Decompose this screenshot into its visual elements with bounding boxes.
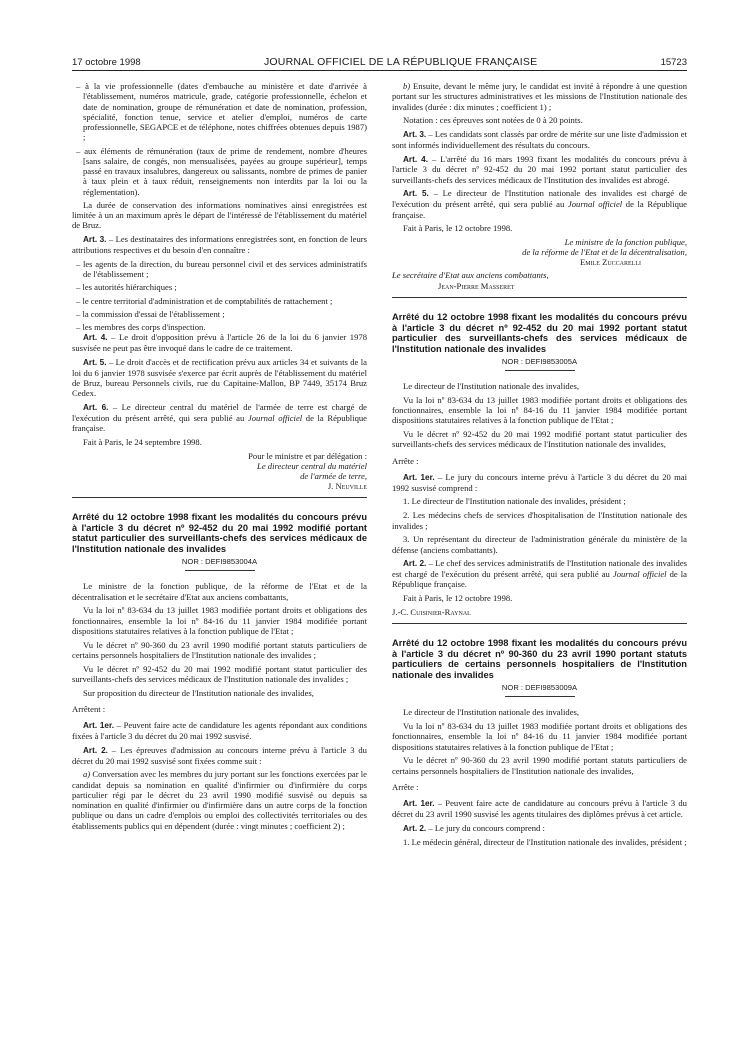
article-label: Art. 4. bbox=[403, 154, 428, 164]
article-2 bbox=[392, 823, 687, 834]
article-5 bbox=[72, 357, 367, 399]
article-label: Art. 3. bbox=[403, 130, 427, 140]
journal-reference: Journal officiel bbox=[247, 412, 303, 423]
paragraph: Sur proposition du directeur de l'Institution nationale des invalides, bbox=[83, 687, 314, 698]
list-item: 1. Le directeur de l'Institution nationale des invalides, président ; bbox=[403, 496, 626, 507]
journal-title: JOURNAL OFFICIEL DE LA RÉPUBLIQUE FRANÇAISE bbox=[263, 56, 538, 68]
nor-text: NOR : DEFI9853005A bbox=[501, 357, 578, 366]
list-item: – les agents de la direction, du bureau personnel civil et des services administratifs de l'établissement ; bbox=[76, 258, 367, 280]
list-item: 3. Un représentant du directeur de l'administration générale du ministère de la défense (anciens combattants). bbox=[392, 534, 687, 555]
two-columns bbox=[72, 81, 687, 851]
article-4 bbox=[392, 154, 687, 185]
decree-title: Arrêté du 12 octobre 1998 fixant les modalités du concours prévu à l'article 3 du décret nº 92-452 du 20 mai 1992 portant statut particulier des surveillants-chefs des services médicaux de l'Institution nationale des invalides bbox=[392, 312, 687, 354]
article-text: – L'arrêté du 16 mars 1993 fixant les modalités du concours prévu à l'article 3 du décret nº 92-452 du 20 mai 1992 portant statut particulier des surveillants-chefs des services médicaux de l'Institution des invalides est abrogé. bbox=[392, 153, 687, 185]
page-header bbox=[72, 48, 687, 71]
article-label: Art. 6. bbox=[83, 403, 109, 413]
article-2 bbox=[392, 558, 687, 589]
article-text: – Le jury du concours comprend : bbox=[426, 822, 545, 833]
nor-reference bbox=[72, 557, 367, 571]
decree-title: Arrêté du 12 octobre 1998 fixant les modalités du concours prévu à l'article 3 du décret nº 90-360 du 23 avril 1990 portant statuts particuliers de certains personnels hospitaliers de l'Institution nationale des invalides bbox=[392, 638, 687, 680]
nor-reference bbox=[392, 357, 687, 371]
article-text: de la République française. bbox=[72, 412, 367, 434]
signature-line: Pour le ministre et par délégation : bbox=[248, 450, 367, 461]
paragraph: Le ministre de la fonction publique, de la réforme de l'Etat et de la décentralisation et le secrétaire d'Etat aux anciens combattants, bbox=[72, 581, 367, 602]
section-divider bbox=[392, 297, 687, 298]
article-label: Art. 1er. bbox=[403, 799, 435, 809]
article-text: – Les candidats sont classés par ordre de mérite sur une liste d'admission et sont informés individuellement des résultats du concours. bbox=[392, 129, 687, 150]
list-item: – la commission d'essai de l'établissement ; bbox=[76, 308, 225, 319]
article-label: Art. 2. bbox=[83, 745, 108, 755]
article-2 bbox=[72, 745, 367, 766]
article-text: – Les destinataires des informations enregistrées sont, en fonction de leurs attributions respectives et du besoin d'en connaître : bbox=[72, 234, 367, 256]
paragraph: Le directeur de l'Institution nationale des invalides, bbox=[403, 381, 579, 392]
article-label: Art. 5. bbox=[83, 357, 107, 367]
list-item: – le centre territorial d'administration et de comptabilités de rattachement ; bbox=[76, 295, 333, 306]
paragraph: Vu le décret nº 90-360 du 23 avril 1990 modifié portant statuts particuliers de certains personnels hospitaliers de l'Institution nationale des invalides ; bbox=[72, 639, 367, 660]
paragraph: Vu le décret nº 92-452 du 20 mai 1992 modifié portant statut particulier des surveillants-chefs des services médicaux de l'Institution nationale des invalides, bbox=[392, 429, 687, 450]
article-6 bbox=[72, 402, 367, 433]
list-item: – à la vie professionnelle (dates d'embauche au ministère et date d'arrivée à l'établissement, numéros matricule, grade, catégorie professionnelle, échelon et date de nomination, groupe de rémunération et date de nomination, profession, spécialité, fonction tenue, service et atelier d'emploi, numéros de carte professionnelle, SEGAPCE et de téléphone, notes chiffrées obtenues depuis 1987) ; bbox=[76, 81, 367, 143]
article-5 bbox=[392, 188, 687, 219]
journal-page bbox=[0, 48, 731, 1038]
article-text: Conversation avec les membres du jury portant sur les fonctions exercées par le candidat depuis sa nomination en qualité d'infirmier ou d'infirmière du corps particulier régi par le décret du 23 avril 1990 modifié susvisé ou depuis sa nomination en qualité d'infirmier ou d'infirmière dans un autre corps de la fonction publique ou dans un cadre d'emplois ou emploi des collectivités territoriales ou des établissements publics qui en dépendent (durée : vingt minutes ; coefficient 2) ; bbox=[72, 769, 367, 831]
signature-line: Le secrétaire d'Etat aux anciens combattants, bbox=[392, 270, 549, 281]
article-label: Art. 1er. bbox=[403, 472, 435, 482]
article-text: – Les épreuves d'admission au concours interne prévu à l'article 3 du décret du 20 mai 1992 susvisé sont fixées comme suit : bbox=[72, 744, 367, 766]
article-text: de la République française. bbox=[392, 199, 687, 220]
article-label: Art. 3. bbox=[83, 235, 107, 245]
article-label: Art. 2. bbox=[403, 823, 427, 833]
signatory-name: J.-C. Cuisinier-Raynal bbox=[392, 606, 471, 617]
article-label: Art. 1er. bbox=[83, 721, 114, 731]
paragraph bbox=[392, 81, 687, 112]
list-item: – les autorités hiérarchiques ; bbox=[76, 282, 177, 293]
list-item: – les membres des corps d'inspection. bbox=[76, 322, 206, 333]
article-text: – Peuvent faire acte de candidature les agents répondant aux conditions fixées à l'article 3 du décret du 20 mai 1992 susvisé. bbox=[72, 720, 367, 741]
paragraph: Vu la loi nº 83-634 du 13 juillet 1983 modifiée portant droits et obligations des fonctionnaires, ensemble la loi nº 84-16 du 11 janvier 1984 modifiée portant dispositions statutaires relatives à la fonction publique de l'Etat ; bbox=[392, 721, 687, 752]
signature-line: Le ministre de la fonction publique, bbox=[564, 237, 687, 248]
nor-divider bbox=[185, 570, 255, 571]
done-at: Fait à Paris, le 24 septembre 1998. bbox=[83, 436, 202, 447]
signatory-name: J. Neuville bbox=[327, 481, 367, 492]
section-divider bbox=[72, 497, 367, 498]
article-text: – Le directeur de l'Institution nationale des invalides est chargé de l'exécution du présent arrêté, qui sera publié au bbox=[392, 188, 687, 210]
done-at: Fait à Paris, le 12 octobre 1998. bbox=[403, 593, 513, 604]
article-text: – Le droit d'opposition prévu à l'article 26 de la loi du 6 janvier 1978 susvisée ne peut pas être invoqué dans le cadre de ce traitement. bbox=[72, 332, 367, 354]
paragraph: Vu la loi nº 83-634 du 13 juillet 1983 modifiée portant droits et obligations des fonctionnaires, ensemble la loi nº 84-16 du 11 janvier 1984 modifiée portant dispositions statutaires relatives à la fonction publique de l'Etat ; bbox=[72, 605, 367, 636]
recipients-list bbox=[72, 259, 367, 333]
signatory-name: Emile Zuccarelli bbox=[580, 257, 641, 268]
nor-text: NOR : DEFI9853009A bbox=[501, 683, 578, 693]
list-item: 2. Les médecins chefs de services d'hospitalisation de l'Institution nationale des invalides ; bbox=[392, 510, 687, 531]
signature-block bbox=[72, 451, 367, 492]
article-text: – Le droit d'accès et de rectification prévu aux articles 34 et suivants de la loi du 6 janvier 1978 susvisée s'exerce par écrit auprès de l'établissement du matériel de Bruz, bureau Personnels civils, rue du Capitaine-Mallon, BP 7449, 35174 Bruz Cedex. bbox=[72, 356, 367, 399]
paragraph: Vu la loi nº 83-634 du 13 juillet 1983 modifiée portant droits et obligations des fonctionnaires, ensemble la loi nº 84-16 du 11 janvier 1984 modifiée portant dispositions statutaires relatives à la fonction publique de l'Etat ; bbox=[392, 394, 687, 426]
decree-formula: Arrête : bbox=[392, 781, 419, 792]
nor-divider bbox=[505, 696, 575, 697]
signatory-name: Jean-Pierre Masseret bbox=[438, 280, 515, 291]
article-text: – Peuvent faire acte de candidature au concours prévu à l'article 3 du décret du 23 avril 1990 susvisé les agents titulaires des diplômes prévus à cet article. bbox=[392, 798, 687, 819]
nor-reference bbox=[392, 683, 687, 697]
signature-block bbox=[392, 237, 687, 267]
journal-reference: Journal officiel bbox=[567, 199, 623, 210]
section-divider bbox=[392, 623, 687, 624]
article-text: de la République française. bbox=[392, 569, 687, 590]
paragraph: Notation : ces épreuves sont notées de 0 à 20 points. bbox=[403, 115, 583, 126]
list-item: – aux éléments de rémunération (taux de prime de rendement, nombre d'heures [sans salaire, de congés, non mensualisées, payées au groupe supérieur], temps passé en travaux insalubres, dangereux ou salissants, nombre de primes de panier à taux plein et à taux réduit, renseignements non interdits par la loi ou la réglementation). bbox=[76, 145, 367, 197]
header-date: 17 octobre 1998 bbox=[72, 57, 141, 68]
item-letter: b) bbox=[403, 81, 411, 91]
list-item: 1. Le médecin général, directeur de l'Institution nationale des invalides, président ; bbox=[403, 836, 687, 847]
journal-reference: Journal officiel bbox=[612, 569, 667, 580]
decree-formula: Arrêtent : bbox=[72, 703, 106, 714]
signature-block bbox=[392, 270, 687, 291]
article-3 bbox=[72, 234, 367, 255]
done-at: Fait à Paris, le 12 octobre 1998. bbox=[403, 223, 513, 234]
article-label: Art. 5. bbox=[403, 189, 429, 199]
signature-line: Le directeur central du matériel bbox=[257, 460, 367, 471]
paragraph: Vu le décret nº 90-360 du 23 avril 1990 modifié portant statuts particuliers de certains personnels hospitaliers de l'Institution nationale des invalides, bbox=[392, 755, 687, 776]
paragraph: La durée de conservation des informations nominatives ainsi enregistrées est limitée à un an maximum après le départ de l'intéressé de l'établissement du matériel de Bruz. bbox=[72, 199, 367, 231]
article-label: Art. 4. bbox=[83, 333, 108, 343]
article-1 bbox=[392, 798, 687, 819]
article-1 bbox=[392, 472, 687, 493]
article-text: Ensuite, devant le même jury, le candidat est invité à répondre à une question portant sur les structures administratives et les missions de l'Institution nationale des invalides (durée : dix minutes ; coefficient 1) ; bbox=[392, 81, 687, 112]
right-column bbox=[392, 81, 687, 851]
item-letter: a) bbox=[83, 769, 91, 780]
decree-formula: Arrête : bbox=[392, 455, 419, 466]
article-4 bbox=[72, 332, 367, 353]
article-text: – Le chef des services administratifs de l'Institution nationale des invalides est chargé de l'exécution du présent arrêté, qui sera publié au bbox=[392, 558, 687, 580]
article-text: – Le directeur central du matériel de l'armée de terre est chargé de l'exécution du présent arrêté, qui sera publié au bbox=[72, 402, 367, 423]
nor-text: NOR : DEFI9853004A bbox=[181, 557, 258, 567]
signature-line: de la réforme de l'Etat et de la décentralisation, bbox=[522, 247, 687, 258]
paragraph bbox=[72, 769, 367, 831]
paragraph: Vu le décret nº 92-452 du 20 mai 1992 modifié portant statut particulier des surveillants-chefs des services médicaux de l'Institution nationale des invalides ; bbox=[72, 663, 367, 684]
paragraph: Le directeur de l'Institution nationale des invalides, bbox=[403, 707, 579, 718]
article-1 bbox=[72, 720, 367, 741]
article-text: – Le jury du concours interne prévu à l'article 3 du décret du 20 mai 1992 susvisé comprend : bbox=[392, 471, 687, 493]
left-column bbox=[72, 81, 367, 851]
article-3 bbox=[392, 129, 687, 150]
article-label: Art. 2. bbox=[403, 559, 427, 569]
nor-divider bbox=[505, 370, 575, 371]
signature-line: de l'armée de terre, bbox=[300, 470, 367, 481]
decree-title: Arrêté du 12 octobre 1998 fixant les modalités du concours prévu à l'article 3 du décret nº 92-452 du 20 mai 1992 modifié portant statut particulier des surveillants-chefs des services médicaux de l'Institution nationale des invalides bbox=[72, 512, 367, 554]
page-number: 15723 bbox=[660, 57, 687, 68]
